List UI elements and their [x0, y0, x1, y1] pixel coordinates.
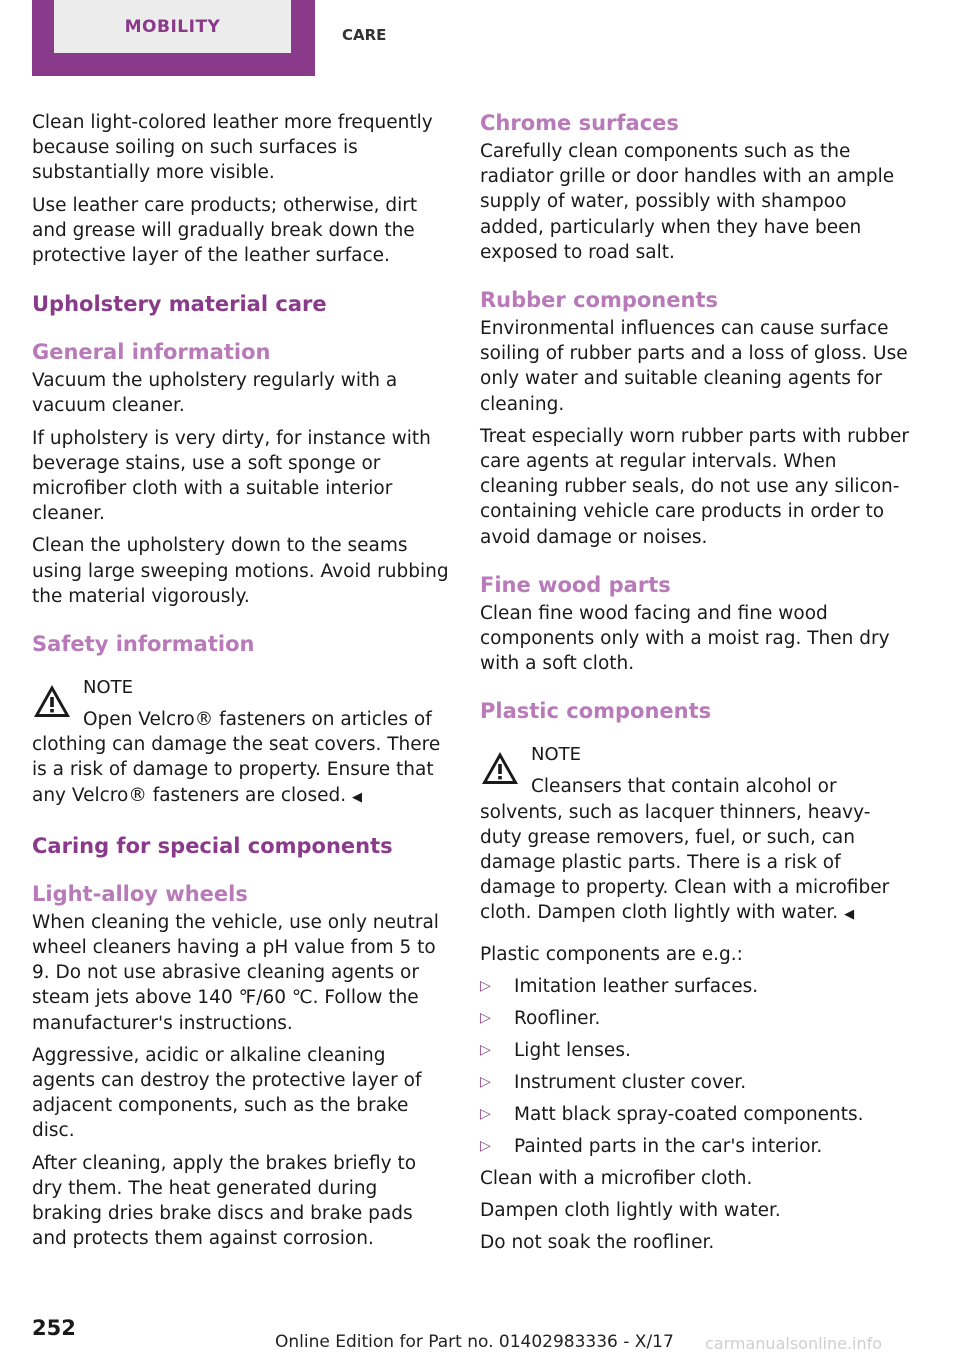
bullet-triangle-icon: ▷: [480, 1137, 491, 1154]
list-item: ▷ Light lenses.: [480, 1038, 910, 1063]
paragraph: Clean light-colored leather more frequently because soiling on such surfaces is substantially more visible.: [32, 112, 433, 184]
tab-mobility[interactable]: [32, 0, 315, 76]
heading-plastic-components: Plastic components: [480, 699, 712, 724]
note-text: Open Velcro® fasteners on articles of clothing can damage the seat covers. There is a risk of damage to property. Ensure that any Velcro® fasteners are closed. ◀: [32, 709, 441, 806]
bullet-triangle-icon: ▷: [480, 1009, 491, 1026]
page-number: 252: [32, 1316, 76, 1340]
list-item: ▷ Instrument cluster cover.: [480, 1070, 910, 1095]
heading-rubber-components: Rubber components: [480, 288, 718, 313]
left-column: [32, 110, 452, 1259]
watermark-text: carmanualsonline.info: [705, 1334, 883, 1353]
warning-triangle-icon: [480, 750, 520, 786]
paragraph: Environmental influences can cause surface soiling of rubber parts and a loss of gloss. Use only water and suitable cleaning agents for cleaning.: [480, 318, 908, 415]
heading-special-components: Caring for special components: [32, 833, 393, 858]
bullet-triangle-icon: ▷: [480, 977, 491, 994]
warning-triangle-icon: [32, 683, 72, 719]
edition-footer: Online Edition for Part no. 01402983336 - X/17: [275, 1332, 674, 1352]
heading-upholstery-care: Upholstery material care: [32, 292, 327, 317]
paragraph: Clean the upholstery down to the seams using large sweeping motions. Avoid rubbing the material vigorously.: [32, 535, 449, 607]
paragraph: Use leather care products; otherwise, dirt and grease will gradually break down the protective layer of the leather surface.: [32, 194, 418, 267]
note-text: Cleansers that contain alcohol or solvents, such as lacquer thinners, heavy-duty grease removers, fuel, or such, can damage plastic parts. There is a risk of damage to property. Clean with a microfiber cloth. Dampen cloth lightly with water. ◀: [480, 776, 890, 924]
note-title: NOTE: [531, 744, 582, 766]
paragraph: When cleaning the vehicle, use only neutral wheel cleaners having a pH value from 5 to 9. Do not use abrasive cleaning agents or steam jets above 140 ℉/60 ℃. Follow the manufacturer's instructions.: [32, 911, 439, 1034]
heading-light-alloy-wheels: Light-alloy wheels: [32, 881, 248, 906]
paragraph: Clean fine wood facing and fine wood components only with a moist rag. Then dry with a soft cloth.: [480, 602, 890, 675]
note-block: [32, 675, 452, 810]
paragraph: Do not soak the roofliner.: [480, 1232, 715, 1254]
heading-general-information: General information: [32, 340, 271, 365]
paragraph: Aggressive, acidic or alkaline cleaning agents can destroy the protective layer of adjacent components, such as the brake disc.: [32, 1044, 422, 1142]
list-item: ▷ Painted parts in the car's interior.: [480, 1134, 910, 1159]
paragraph: Plastic components are e.g.:: [480, 943, 743, 965]
paragraph: Clean with a microfiber cloth.: [480, 1168, 753, 1190]
note-block: [480, 742, 910, 927]
paragraph: Carefully clean components such as the radiator grille or door handles with an ample supply of water, possibly with shampoo added, particularly when they have been exposed to road salt.: [480, 141, 895, 263]
heading-fine-wood-parts: Fine wood parts: [480, 572, 671, 597]
list-item: ▷ Imitation leather surfaces.: [480, 974, 910, 999]
paragraph: Treat especially worn rubber parts with rubber care agents at regular intervals. When cleaning rubber seals, do not use any silicon-containing vehicle care products in order to avoid damage or noises.: [480, 425, 909, 548]
bullet-triangle-icon: ▷: [480, 1073, 491, 1090]
paragraph: After cleaning, apply the brakes briefly to dry them. The heat generated during braking dries brake discs and brake pads and protects them against corrosion.: [32, 1152, 417, 1250]
list-item: ▷ Matt black spray-coated components.: [480, 1102, 910, 1127]
heading-safety-information: Safety information: [32, 632, 255, 657]
end-mark-icon: ◀: [844, 907, 855, 923]
note-title: NOTE: [83, 677, 134, 699]
bullet-triangle-icon: ▷: [480, 1041, 491, 1058]
right-column: [480, 110, 910, 1263]
bullet-triangle-icon: ▷: [480, 1105, 491, 1122]
heading-chrome-surfaces: Chrome surfaces: [480, 111, 679, 135]
paragraph: If upholstery is very dirty, for instance with beverage stains, use a soft sponge or microfiber cloth with a suitable interior cleaner.: [32, 427, 431, 525]
end-mark-icon: ◀: [352, 789, 363, 805]
plastic-components-list: [480, 974, 910, 1159]
paragraph: Vacuum the upholstery regularly with a vacuum cleaner.: [32, 370, 398, 417]
tab-care[interactable]: CARE: [342, 26, 387, 44]
chapter-tab-bar: [0, 0, 960, 76]
tab-mobility-label: MOBILITY: [54, 0, 291, 53]
paragraph: Dampen cloth lightly with water.: [480, 1200, 781, 1222]
list-item: ▷ Roofliner.: [480, 1006, 910, 1031]
